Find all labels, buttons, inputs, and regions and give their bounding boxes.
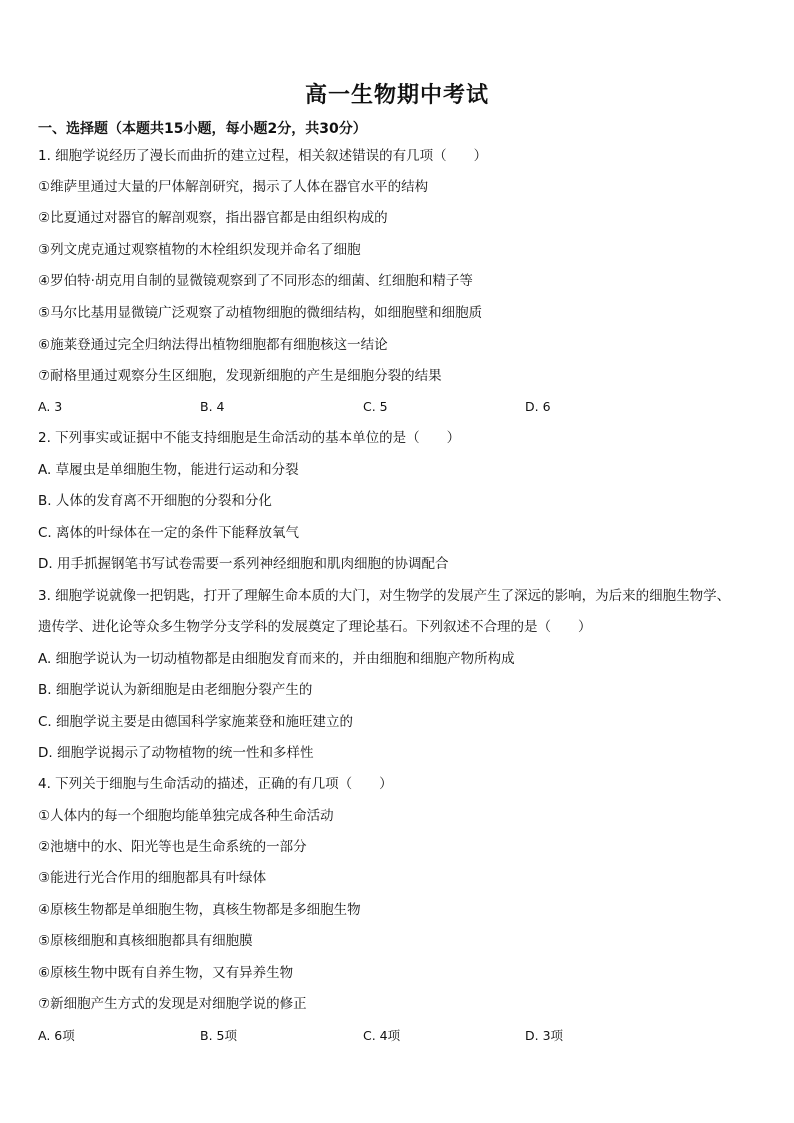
- question-1-item: ②比夏通过对器官的解剖观察，指出器官都是由组织构成的: [38, 210, 388, 226]
- question-4-stem: 4. 下列关于细胞与生命活动的描述，正确的有几项（ ）: [38, 776, 393, 792]
- option-a[interactable]: A. 草履虫是单细胞生物，能进行运动和分裂: [38, 462, 299, 478]
- question-1-item: ⑤马尔比基用显微镜广泛观察了动植物细胞的微细结构，如细胞壁和细胞质: [38, 305, 483, 321]
- question-1-item: ③列文虎克通过观察植物的木栓组织发现并命名了细胞: [38, 242, 361, 258]
- question-1-item: ④罗伯特·胡克用自制的显微镜观察到了不同形态的细菌、红细胞和精子等: [38, 273, 473, 289]
- option-d[interactable]: D. 细胞学说揭示了动物植物的统一性和多样性: [38, 745, 314, 761]
- option-c[interactable]: C. 细胞学说主要是由德国科学家施莱登和施旺建立的: [38, 714, 354, 730]
- question-4-item: ⑦新细胞产生方式的发现是对细胞学说的修正: [38, 996, 307, 1012]
- option-b[interactable]: B. 细胞学说认为新细胞是由老细胞分裂产生的: [38, 682, 313, 698]
- question-1-item: ①维萨里通过大量的尸体解剖研究，揭示了人体在器官水平的结构: [38, 179, 429, 195]
- option-a[interactable]: A. 6项: [38, 1028, 75, 1043]
- option-b[interactable]: B. 5项: [200, 1028, 237, 1043]
- question-4-item: ⑥原核生物中既有自养生物，又有异养生物: [38, 965, 294, 981]
- question-4-item: ④原核生物都是单细胞生物，真核生物都是多细胞生物: [38, 902, 361, 918]
- question-1-item: ⑥施莱登通过完全归纳法得出植物细胞都有细胞核这一结论: [38, 337, 388, 353]
- option-c[interactable]: C. 4项: [363, 1028, 401, 1043]
- question-4-item: ③能进行光合作用的细胞都具有叶绿体: [38, 870, 267, 886]
- option-a[interactable]: A. 细胞学说认为一切动植物都是由细胞发育而来的，并由细胞和细胞产物所构成: [38, 651, 515, 667]
- section-heading: 一、选择题（本题共15小题，每小题2分，共30分）: [38, 121, 367, 137]
- option-b[interactable]: B. 4: [200, 399, 225, 414]
- question-4-item: ②池塘中的水、阳光等也是生命系统的一部分: [38, 839, 307, 855]
- question-1-stem: 1. 细胞学说经历了漫长而曲折的建立过程，相关叙述错误的有几项（ ）: [38, 148, 488, 164]
- option-b[interactable]: B. 人体的发育离不开细胞的分裂和分化: [38, 493, 272, 509]
- option-a[interactable]: A. 3: [38, 399, 63, 414]
- option-d[interactable]: D. 3项: [525, 1028, 564, 1043]
- exam-title: 高一生物期中考试: [304, 83, 489, 108]
- option-c[interactable]: C. 离体的叶绿体在一定的条件下能释放氧气: [38, 525, 300, 541]
- option-d[interactable]: D. 6: [525, 399, 551, 414]
- question-1-item: ⑦耐格里通过观察分生区细胞，发现新细胞的产生是细胞分裂的结果: [38, 368, 442, 384]
- question-2-stem: 2. 下列事实或证据中不能支持细胞是生命活动的基本单位的是（ ）: [38, 430, 461, 446]
- option-c[interactable]: C. 5: [363, 399, 388, 414]
- question-4-item: ⑤原核细胞和真核细胞都具有细胞膜: [38, 933, 253, 949]
- question-3-stem: 3. 细胞学说就像一把钥匙，打开了理解生命本质的大门，对生物学的发展产生了深远的影响，为后来的细胞生物学、: [38, 588, 731, 604]
- question-3-stem-continued: 遗传学、进化论等众多生物学分支学科的发展奠定了理论基石。下列叙述不合理的是（ ）: [38, 619, 592, 635]
- option-d[interactable]: D. 用手抓握钢笔书写试卷需要一系列神经细胞和肌肉细胞的协调配合: [38, 556, 449, 572]
- question-4-item: ①人体内的每一个细胞均能单独完成各种生命活动: [38, 808, 334, 824]
